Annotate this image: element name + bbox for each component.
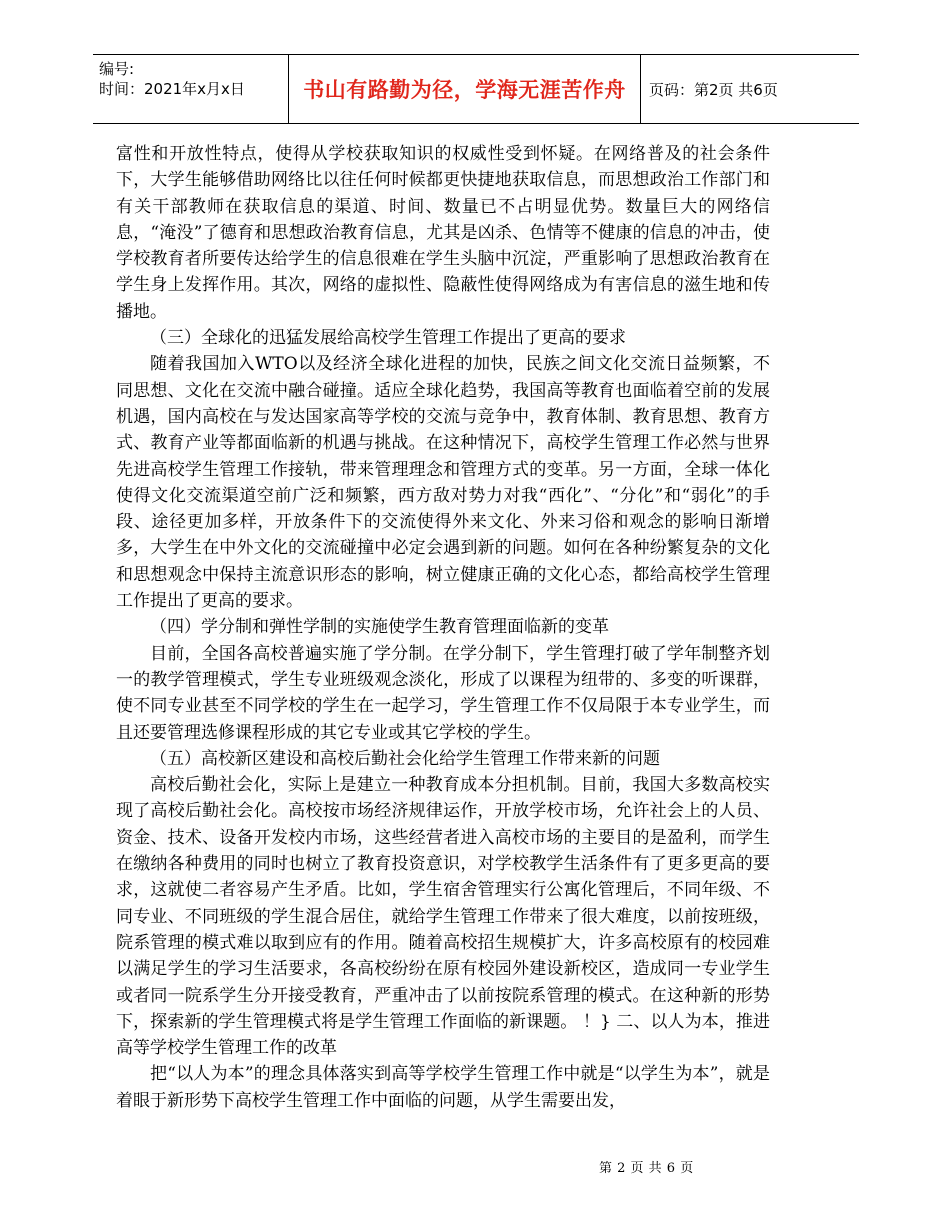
document-number-label: 编号: <box>99 60 135 78</box>
paragraph: 富性和开放性特点，使得从学校获取知识的权威性受到怀疑。在网络普及的社会条件下，大学生能够借助网络比以往任何时候都更快捷地获取信息，而思想政治工作部门和有关干部教师在获取信息的渠道、时间、数量已不占明显优势。数量巨大的网络信息，“淹没”了德育和思想政治教育信息，尤其是凶杀、色情等不健康的信息的冲击，使学校教育者所要传达给学生的信息很难在学生头脑中沉淀，严重影响了思想政治教育在学生身上发挥作用。其次，网络的虚拟性、隐蔽性使得网络成为有害信息的滋生地和传播地。 <box>116 144 770 322</box>
header-bar <box>93 54 859 124</box>
section-heading: （五）高校新区建设和高校后勤社会化给学生管理工作带来新的问题 <box>150 748 660 769</box>
document-body <box>116 141 770 1114</box>
paragraph: 高校后勤社会化，实际上是建立一种教育成本分担机制。目前，我国大多数高校实现了高校后勤社会化。高校按市场经济规律运作，开放学校市场，允许社会上的人员、资金、技术、设备开发校内市场，这些经营者进入高校市场的主要目的是盈利，而学生在缴纳各种费用的同时也树立了教育投资意识，对学校教学生活条件有了更多更高的要求，这就使二者容易产生矛盾。比如，学生宿舍管理实行公寓化管理后，不同年级、不同专业、不同班级的学生混合居住，就给学生管理工作带来了很大难度，以前按班级，院系管理的模式难以取到应有的作用。随着高校招生规模扩大，许多高校原有的校园难以满足学生的学习生活要求，各高校纷纷在原有校园外建设新校区，造成同一专业学生或者同一院系学生分开接受教育，严重冲击了以前按院系管理的模式。在这种新的形势下，探索新的学生管理模式将是学生管理工作面临的新课题。 ！} 二、以人为本，推进高等学校学生管理工作的改革 <box>116 775 770 1059</box>
header-page-info: 页码：第2页 共6页 <box>649 80 778 99</box>
paragraph: 目前，全国各高校普遍实施了学分制。在学分制下，学生管理打破了学年制整齐划一的教学管理模式，学生专业班级观念淡化，形成了以课程为纽带的、多变的听课群，使不同专业甚至不同学校的学生在一起学习，学生管理工作不仅局限于本专业学生，而且还要管理选修课程形成的其它专业或其它学校的学生。 <box>116 643 770 743</box>
section-heading: （四）学分制和弹性学制的实施使学生教育管理面临新的变革 <box>150 617 609 638</box>
page-footer: 第 2 页 共 6 页 <box>599 1161 694 1176</box>
header-meta <box>93 55 289 123</box>
paragraph: 随着我国加入WTO以及经济全球化进程的加快，民族之间文化交流日益频繁，不同思想、文化在交流中融合碰撞。适应全球化趋势，我国高等教育也面临着空前的发展机遇，国内高校在与发达国家高等学校的交流与竞争中，教育体制、教育思想、教育方式、教育产业等都面临新的机遇与挑战。在这种情况下，高校学生管理工作必然与世界先进高校学生管理工作接轨，带来管理理念和管理方式的变革。另一方面，全球一体化使得文化交流渠道空前广泛和频繁，西方敌对势力对我“西化”、“分化”和“弱化”的手段、途径更加多样，开放条件下的交流使得外来文化、外来习俗和观念的影响日渐增多，大学生在中外文化的交流碰撞中必定会遇到新的问题。如何在各种纷繁复杂的文化和思想观念中保持主流意识形态的影响，树立健康正确的文化心态，都给高校学生管理工作提出了更高的要求。 <box>116 354 770 612</box>
document-time-label: 时间：2021年x月x日 <box>99 80 245 98</box>
section-heading: （三）全球化的迅猛发展给高校学生管理工作提出了更高的要求 <box>150 328 626 349</box>
paragraph: 把“以人为本”的理念具体落实到高等学校学生管理工作中就是“以学生为本”，就是着眼于新形势下高校学生管理工作中面临的问题，从学生需要出发， <box>116 1064 770 1111</box>
header-motto: 书山有路勤为径，学海无涯苦作舟 <box>289 55 641 123</box>
